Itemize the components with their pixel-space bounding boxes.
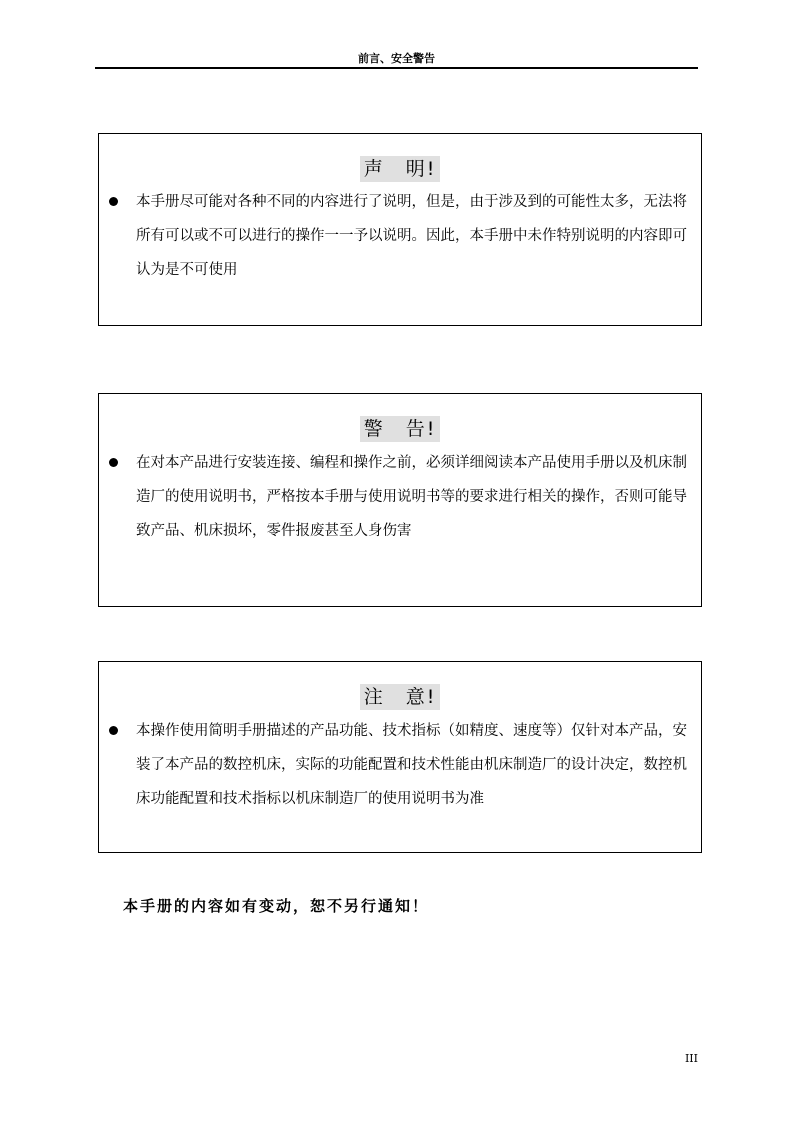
declaration-box (98, 133, 702, 326)
change-notice: 本手册的内容如有变动，恕不另行通知！ (123, 897, 430, 915)
page-header-title: 前言、安全警告 (358, 52, 435, 65)
page-number: III (684, 1052, 698, 1065)
header-divider (95, 67, 698, 69)
caution-text: 本操作使用简明手册描述的产品功能、技术指标（如精度、速度等）仅针对本产品，安装了本产品的数控机床，实际的功能配置和技术性能由机床制造厂的设计决定，数控机床功能配置和技术指标以机床制造厂的使用说明书为准 (136, 723, 687, 807)
declaration-heading-text: 声 明! (360, 156, 441, 182)
declaration-text: 本手册尽可能对各种不同的内容进行了说明，但是，由于涉及到的可能性太多，无法将所有可以或不可以进行的操作一一予以说明。因此，本手册中未作特别说明的内容即可认为是不可使用 (136, 194, 687, 278)
caution-heading-text: 注 意! (360, 684, 441, 710)
caution-heading (99, 684, 701, 710)
warning-text: 在对本产品进行安装连接、编程和操作之前，必须详细阅读本产品使用手册以及机床制造厂的使用说明书，严格按本手册与使用说明书等的要求进行相关的操作，否则可能导致产品、机床损坏，零件报废甚至人身伤害 (136, 455, 687, 539)
warning-box (98, 393, 702, 607)
warning-heading-text: 警 告! (360, 416, 441, 442)
bullet-icon (109, 458, 118, 467)
bullet-icon (109, 726, 118, 735)
caution-box (98, 661, 702, 853)
bullet-icon (109, 197, 118, 206)
warning-heading (99, 416, 701, 442)
declaration-heading (99, 156, 701, 182)
